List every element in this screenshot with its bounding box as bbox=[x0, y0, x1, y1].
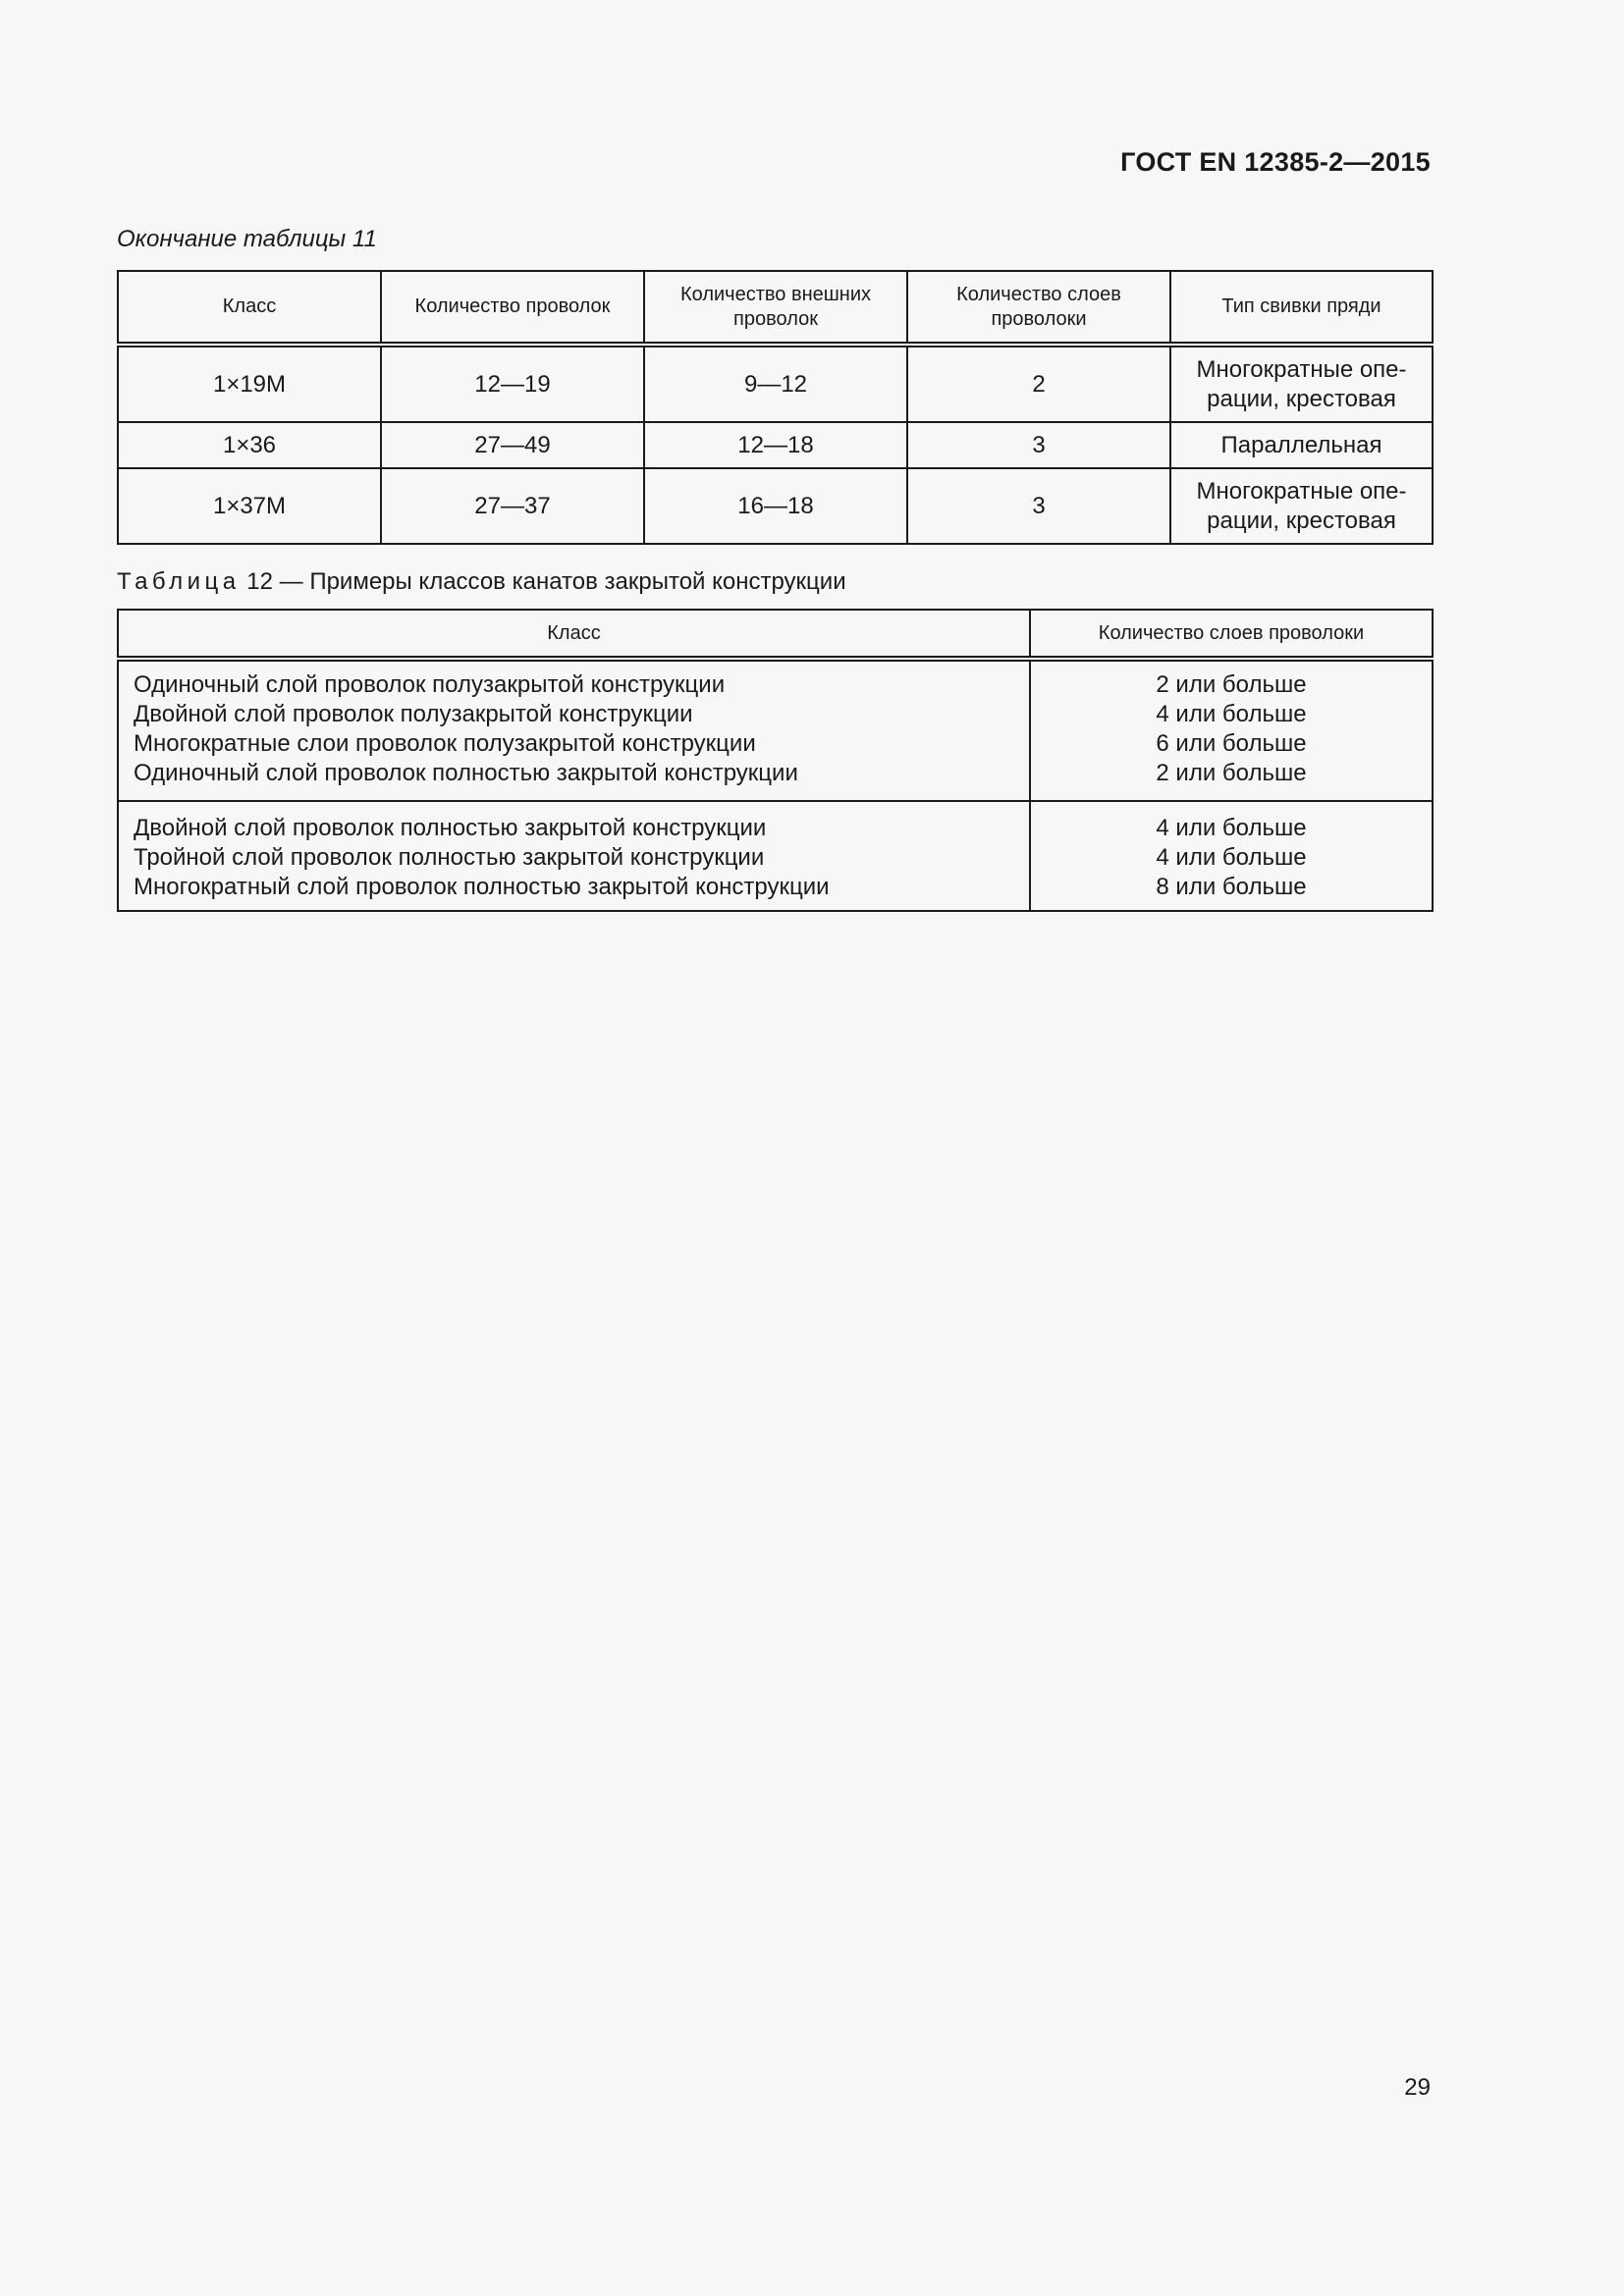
table12-class-cell bbox=[118, 659, 1030, 801]
table-row bbox=[118, 468, 1433, 544]
table11-cell-layer-count: 3 bbox=[907, 468, 1170, 544]
list-item: Двойной слой проволок полузакрытой конструкции bbox=[134, 701, 693, 727]
list-item: Многократный слой проволок полностью закрытой конструкции bbox=[134, 874, 830, 900]
table11-cell-outer-wire-count: 12—18 bbox=[644, 422, 907, 468]
table12-count-cell bbox=[1030, 659, 1433, 801]
table12-caption-label: Таблица bbox=[117, 568, 241, 595]
table11-cell-lay-type: Параллельная bbox=[1170, 422, 1433, 468]
list-item: 8 или больше bbox=[1156, 874, 1307, 900]
table12-count-cell bbox=[1030, 801, 1433, 911]
table11-cell-wire-count: 27—37 bbox=[381, 468, 644, 544]
table11-cell-layer-count: 2 bbox=[907, 345, 1170, 422]
table11-header-wire-count: Количество проволок bbox=[381, 271, 644, 345]
list-item: 6 или больше bbox=[1156, 730, 1307, 757]
table-12 bbox=[117, 609, 1434, 912]
table12-header-row bbox=[118, 610, 1433, 659]
table11-cell-class: 1×19M bbox=[118, 345, 381, 422]
table11-cell-outer-wire-count: 16—18 bbox=[644, 468, 907, 544]
list-item: 2 или больше bbox=[1156, 671, 1307, 698]
table-row bbox=[118, 801, 1433, 911]
list-item: Одиночный слой проволок полностью закрытой конструкции bbox=[134, 760, 798, 786]
table12-header-layer-count: Количество слоев проволоки bbox=[1030, 610, 1433, 659]
table11-cell-lay-type: Многократные опе-рации, крестовая bbox=[1170, 345, 1433, 422]
table12-caption-text: 12 — Примеры классов канатов закрытой конструкции bbox=[246, 568, 846, 595]
page-number: 29 bbox=[1404, 2074, 1431, 2101]
list-item: 4 или больше bbox=[1156, 815, 1307, 841]
list-item: Тройной слой проволок полностью закрытой конструкции bbox=[134, 844, 765, 871]
table11-cell-outer-wire-count: 9—12 bbox=[644, 345, 907, 422]
list-item: Многократные слои проволок полузакрытой конструкции bbox=[134, 730, 756, 757]
table11-cell-wire-count: 27—49 bbox=[381, 422, 644, 468]
table11-cell-wire-count: 12—19 bbox=[381, 345, 644, 422]
table-row bbox=[118, 345, 1433, 422]
list-item: 4 или больше bbox=[1156, 844, 1307, 871]
table-row bbox=[118, 659, 1433, 801]
document-code: ГОСТ EN 12385-2—2015 bbox=[1120, 147, 1431, 177]
table11-header-class: Класс bbox=[118, 271, 381, 345]
list-item: Одиночный слой проволок полузакрытой конструкции bbox=[134, 671, 726, 698]
table12-caption bbox=[117, 568, 846, 596]
table11-cell-class: 1×37M bbox=[118, 468, 381, 544]
table11-cell-lay-type: Многократные опе-рации, крестовая bbox=[1170, 468, 1433, 544]
table11-header-row bbox=[118, 271, 1433, 345]
table11-continuation-caption: Окончание таблицы 11 bbox=[117, 226, 377, 252]
table-row bbox=[118, 422, 1433, 468]
table11-header-lay-type: Тип свивки пряди bbox=[1170, 271, 1433, 345]
table11-header-layer-count: Количество слоев проволоки bbox=[907, 271, 1170, 345]
list-item: Двойной слой проволок полностью закрытой конструкции bbox=[134, 815, 767, 841]
table-11 bbox=[117, 270, 1434, 545]
table12-header-class: Класс bbox=[118, 610, 1030, 659]
table12-class-cell bbox=[118, 801, 1030, 911]
list-item: 4 или больше bbox=[1156, 701, 1307, 727]
table11-header-outer-wire-count: Количество внешних проволок bbox=[644, 271, 907, 345]
table11-cell-class: 1×36 bbox=[118, 422, 381, 468]
table11-cell-layer-count: 3 bbox=[907, 422, 1170, 468]
list-item: 2 или больше bbox=[1156, 760, 1307, 786]
